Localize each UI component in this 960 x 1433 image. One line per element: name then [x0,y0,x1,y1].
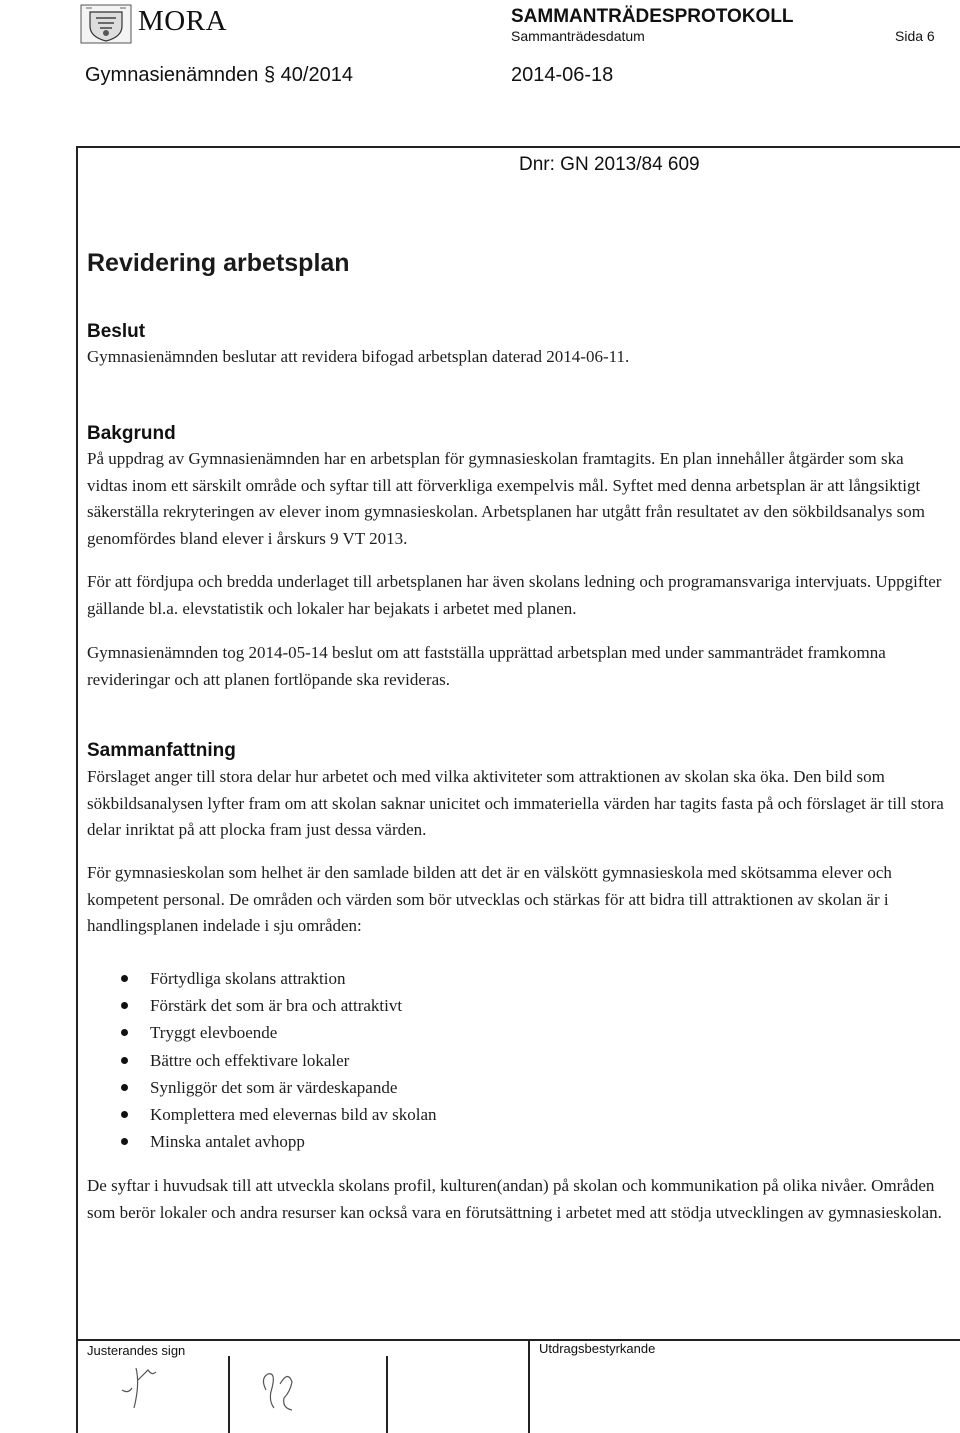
sammanfattning-paragraph-2: För gymnasieskolan som helhet är den samlade bilden att det är en välskött gymnasieskola med skötsamma elever och kompetent personal. De områden och värden som bör utvecklas och stärkas för att bidra till attraktionen av skolan är i handlingsplanen indelade i sju områden: [87,863,892,935]
utdragsbestyrkande-label: Utdragsbestyrkande [539,1341,656,1356]
page-number: Sida 6 [895,28,935,44]
bullet-icon [121,975,128,982]
sammanfattning-closing: De syftar i huvudsak till att utveckla skolans profil, kulturen(andan) på skolan och kommunikation på olika nivåer. Områden som berör lokaler och andra resurser kan också vara en förutsättning i arbetet med att stödja utvecklingen av gymnasieskolan. [87,1176,942,1222]
footer-divider [76,1339,960,1341]
list-item: Synliggör det som är värdeskapande [87,1074,437,1101]
list-item: Komplettera med elevernas bild av skolan [87,1101,437,1128]
justerandes-sign-label: Justerandes sign [87,1343,186,1358]
list-item: Förtydliga skolans attraktion [87,965,437,992]
heading-sammanfattning: Sammanfattning [87,740,236,761]
margin-line [76,146,78,1433]
case-number: Dnr: GN 2013/84 609 [519,154,700,175]
footer-divider-line [528,1340,530,1433]
bullet-icon [121,1002,128,1009]
footer-divider-line [228,1356,230,1433]
bakgrund-paragraph-1: På uppdrag av Gymnasienämnden har en arbetsplan för gymnasieskolan framtagits. En plan innehåller åtgärder som ska vidtas inom ett särskilt område och syftar till att förverkliga exempelvis mål. Syftet med denna arbetsplan är att långsiktigt säkerställa rekryteringen av elever inom gymnasieskolan. Arbetsplanen har utgått från resultatet av den sökbildsanalys som genomfördes bland elever i årskurs 9 VT 2013. [87,449,925,548]
bullet-icon [121,1138,128,1145]
mora-logo-icon [80,4,132,44]
footer-divider-line [386,1356,388,1433]
meeting-date: 2014-06-18 [511,64,614,86]
beslut-text: Gymnasienämnden beslutar att revidera bifogad arbetsplan daterad 2014-06-11. [87,347,630,366]
sammanfattning-paragraph-1: Förslaget anger till stora delar hur arbetet och med vilka aktiviteter som attraktionen av skolan ska öka. Den bild som sökbildsanalysen lyfter fram om att skolan saknar unicitet och immateriella värden har tagits fasta på och förslaget är till stora delar inriktat på att plocka fram just dessa värden. [87,767,944,839]
bullet-icon [121,1029,128,1036]
bakgrund-paragraph-3: Gymnasienämnden tog 2014-05-14 beslut om att fastställa upprättad arbetsplan med under sammanträdet framkomna revideringar och att planen fortlöpande ska revideras. [87,643,886,689]
meeting-date-label: Sammanträdesdatum [511,28,645,44]
bullet-icon [121,1111,128,1118]
signature-initials-icon [252,1360,312,1423]
signature-initials-icon [118,1362,178,1419]
committee-paragraph: Gymnasienämnden § 40/2014 [85,64,353,86]
list-item: Förstärk det som är bra och attraktivt [87,992,437,1019]
page-title: Revidering arbetsplan [87,249,350,277]
list-item: Bättre och effektivare lokaler [87,1047,437,1074]
heading-bakgrund: Bakgrund [87,423,176,444]
heading-beslut: Beslut [87,321,146,342]
brand-name: MORA [138,5,228,37]
areas-list [87,965,437,1155]
list-item: Minska antalet avhopp [87,1128,437,1155]
document-type: SAMMANTRÄDESPROTOKOLL [511,6,794,27]
list-item: Tryggt elevboende [87,1019,437,1046]
bullet-icon [121,1084,128,1091]
bakgrund-paragraph-2: För att fördjupa och bredda underlaget till arbetsplanen har även skolans ledning och programansvariga intervjuats. Uppgifter gällande bl.a. elevstatistik och lokaler har bejakats i arbetet med planen. [87,572,942,618]
bullet-icon [121,1057,128,1064]
header-divider [76,146,960,148]
